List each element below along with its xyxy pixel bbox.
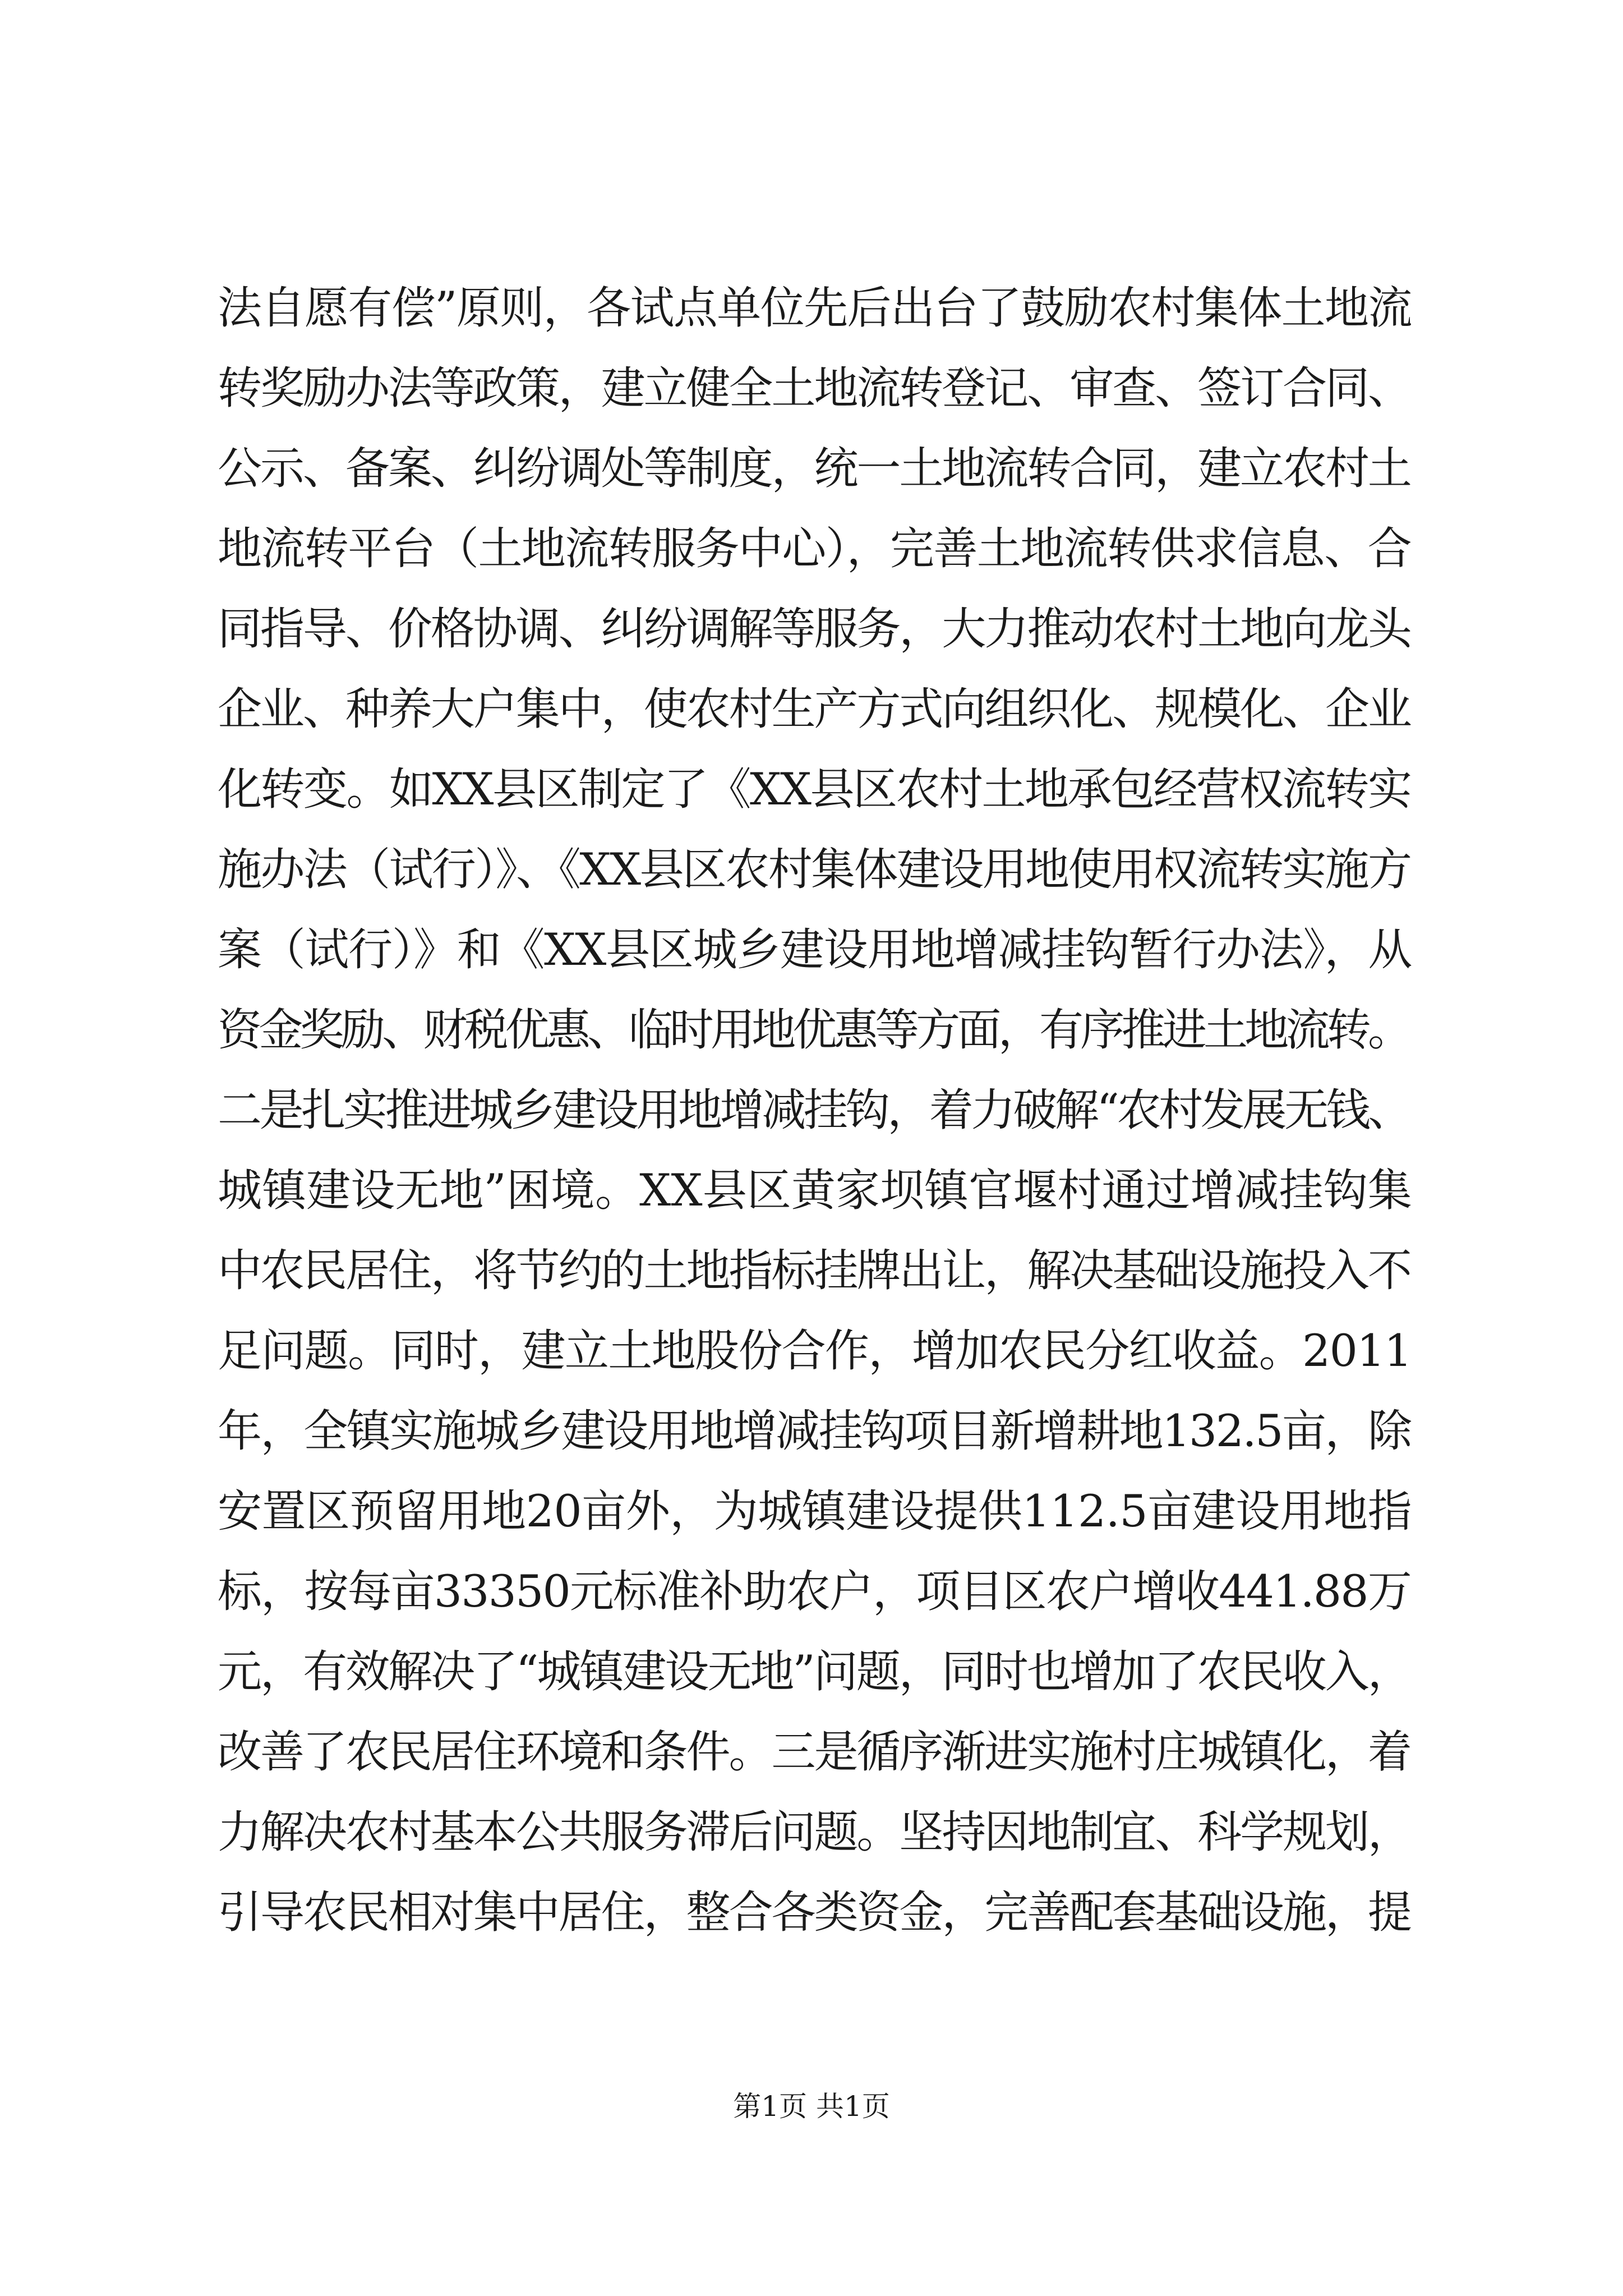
body-text: [218, 268, 1412, 1953]
text-line: 法自愿有偿”原则，各试点单位先后出台了鼓励农村集体土地流: [218, 282, 1412, 334]
text-line: 二是扎实推进城乡建设用地增减挂钩，着力破解“农村发展无钱、: [218, 1084, 1410, 1136]
text-line: 资金奖励、财税优惠、临时用地优惠等方面，有序推进土地流转。: [218, 1004, 1409, 1056]
text-line: 案（试行）》和《XX县区城乡建设用地增减挂钩暂行办法》，从: [218, 924, 1412, 976]
text-line: 城镇建设无地”困境。XX县区黄家坝镇官堰村通过增减挂钩集: [218, 1165, 1412, 1216]
text-line: 引导农民相对集中居住，整合各类资金，完善配套基础设施，提: [218, 1887, 1410, 1938]
page-footer: 第1页 共1页: [733, 2090, 890, 2123]
text-line: 同指导、价格协调、纠纷调解等服务，大力推动农村土地向龙头: [218, 603, 1410, 655]
text-line: 企业、种养大户集中，使农村生产方式向组织化、规模化、企业: [218, 683, 1410, 735]
text-line: 地流转平台（土地流转服务中心），完善土地流转供求信息、合: [218, 523, 1411, 574]
text-line: 中农民居住，将节约的土地指标挂牌出让，解决基础设施投入不: [218, 1245, 1410, 1296]
text-line: 转奖励办法等政策，建立健全土地流转登记、审查、签订合同、: [218, 362, 1410, 414]
text-line: 公示、备案、纠纷调处等制度，统一土地流转合同，建立农村土: [218, 443, 1410, 494]
text-line: 改善了农民居住环境和条件。三是循序渐进实施村庄城镇化，着: [218, 1726, 1410, 1778]
text-line: 年，全镇实施城乡建设用地增减挂钩项目新增耕地132.5亩，除: [218, 1405, 1411, 1457]
text-line: 安置区预留用地20亩外，为城镇建设提供112.5亩建设用地指: [218, 1485, 1412, 1537]
text-line: 足问题。同时，建立土地股份合作，增加农民分红收益。2011: [218, 1325, 1412, 1377]
text-line: 施办法（试行）》、《XX县区农村集体建设用地使用权流转实施方: [218, 844, 1411, 895]
text-line: 标，按每亩33350元标准补助农户，项目区农户增收441.88万: [218, 1566, 1411, 1617]
text-line: 元，有效解决了“城镇建设无地”问题，同时也增加了农民收入，: [218, 1646, 1410, 1697]
text-line: 力解决农村基本公共服务滞后问题。坚持因地制宜、科学规划，: [218, 1806, 1410, 1858]
text-line: 化转变。如XX县区制定了《XX县区农村土地承包经营权流转实: [218, 763, 1411, 815]
